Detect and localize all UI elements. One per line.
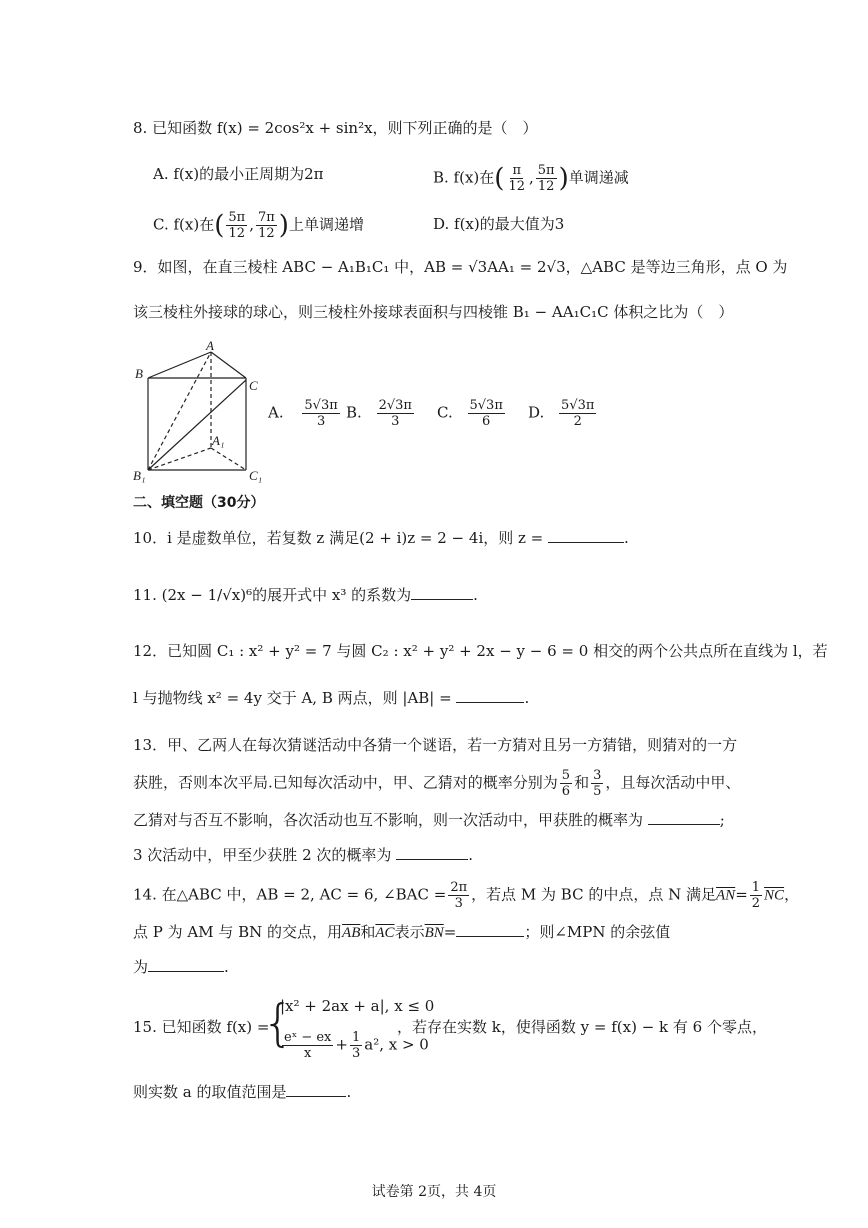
q10-answer-blank[interactable] <box>548 526 624 543</box>
q9-line1: 9．如图，在直三棱柱 ABC − A₁B₁C₁ 中，AB = √3AA₁ = 2√3，△ABC 是等边三角形，点 O 为 <box>133 258 788 276</box>
q13-line2: 获胜，否则本次平局.已知每次活动中，甲、乙猜对的概率分别为 $\frac{5}{6}$ 和 $\frac{3}{5}$ ，且每次活动中甲、 <box>133 768 741 799</box>
q9-line2: 该三棱柱外接球的球心，则三棱柱外接球表面积与四棱锥 B₁ − AA₁C₁C 体积之比为（ ） <box>133 303 734 321</box>
label-A: A <box>206 340 214 353</box>
q13-answer-blank-1[interactable] <box>648 808 720 825</box>
q15-answer-blank[interactable] <box>286 1080 346 1097</box>
q8-option-b: B. f(x)在( $\frac{\pi}{12}$ , $\frac{5\pi}{12}$ )单调递减 <box>433 163 629 194</box>
page-footer: 试卷第 2页，共 4页 <box>371 1184 497 1200</box>
q8-b-pre: B. f(x)在 <box>433 168 495 187</box>
q10: 10．i 是虚数单位，若复数 z 满足(2 + i)z = 2 − 4i，则 z = . <box>133 526 629 549</box>
q14-line1: 14. 在△ABC 中，AB = 2, AC = 6, ∠BAC = $\frac{2\pi}{3}$ ，若点 M 为 BC 的中点，点 N 满足$\overline{AN}=$ $\frac{1}{2}$ $\overline{NC}$， <box>133 880 800 911</box>
q8-stem: 8. 已知函数 f(x) = 2cos²x + sin²x，则下列正确的是（ ） <box>133 119 538 137</box>
label-A1: A₁ <box>212 433 225 448</box>
label-B1: B₁ <box>133 468 146 483</box>
q15-post: ，若存在实数 k，使得函数 y = f(x) − k 有 6 个零点， <box>397 1018 767 1036</box>
q8-c-left: $\frac{5\pi}{12}$ <box>228 210 246 241</box>
q13-line3: 乙猜对与否互不影响，各次活动也互不影响，则一次活动中，甲获胜的概率为 ; <box>133 808 725 831</box>
q14-line3: 为 . <box>133 955 229 978</box>
q11-answer-blank[interactable] <box>411 583 473 600</box>
q15-case1: |x² + 2ax + a|, x ≤ 0 <box>280 997 435 1015</box>
q14-line2: 点 P 为 AM 与 BN 的交点，用$\overline{AB}$和$\overline{AC}$表示$\overline{BN}=$ ；则∠MPN 的余弦值 <box>133 920 670 944</box>
q11-expression: (2x − 1/√x)⁶ <box>161 586 253 604</box>
q13-line1: 13．甲、乙两人在每次猜谜活动中各猜一个谜语，若一方猜对且另一方猜错，则猜对的一方 <box>133 736 738 754</box>
q15-brace: { <box>262 994 294 1052</box>
q8-option-d: D. f(x)的最大值为3 <box>433 215 565 233</box>
q14-answer-blank-1[interactable] <box>456 920 524 937</box>
q8-b-post: 单调递减 <box>568 168 629 187</box>
q8-b-left: $\frac{\pi}{12}$ <box>508 163 525 194</box>
q9-option-a: A. $\frac{5√3\pi}{3}$ <box>268 398 338 429</box>
label-B: B <box>135 366 143 381</box>
q14-answer-blank-2[interactable] <box>148 955 224 972</box>
label-C1: C₁ <box>249 468 263 483</box>
q9-option-b: B. $\frac{2√3\pi}{3}$ <box>346 398 412 429</box>
q11: 11. (2x − 1/√x)⁶的展开式中 x³ 的系数为 . <box>133 583 478 606</box>
q12-line1: 12．已知圆 C₁ : x² + y² = 7 与圆 C₂ : x² + y² + 2x − y − 6 = 0 相交的两个公共点所在直线为 l，若 <box>133 642 828 660</box>
q15-case2: $\frac{\text{eˣ − ex}}{x}$ + $\frac{1}{3}$ a², x > 0 <box>284 1030 429 1061</box>
q9-option-d: D. $\frac{5√3\pi}{2}$ <box>528 398 595 429</box>
q12-answer-blank[interactable] <box>456 686 524 703</box>
q8-c-right: $\frac{7\pi}{12}$ <box>257 210 275 241</box>
q15-pre: 15. 已知函数 f(x) = <box>133 1018 270 1036</box>
q8-c-post: 上单调递增 <box>288 215 364 234</box>
prism-figure <box>128 340 268 485</box>
q8-c-pre: C. f(x)在 <box>153 215 215 234</box>
q13-line4: 3 次活动中，甲至少获胜 2 次的概率为 . <box>133 843 473 866</box>
q8-option-c: C. f(x)在( $\frac{5\pi}{12}$ , $\frac{7\pi}{12}$ )上单调递增 <box>153 210 364 241</box>
q8-b-right: $\frac{5\pi}{12}$ <box>537 163 555 194</box>
q9-option-c: C. $\frac{5√3\pi}{6}$ <box>437 398 503 429</box>
q12-line2: l 与抛物线 x² = 4y 交于 A, B 两点，则 |AB| = . <box>133 686 529 709</box>
q15-line2: 则实数 a 的取值范围是 . <box>133 1080 351 1103</box>
q13-answer-blank-2[interactable] <box>396 843 468 860</box>
label-C: C <box>249 378 258 393</box>
q8-option-a: A. f(x)的最小正周期为2π <box>153 165 324 183</box>
section-heading: 二、填空题（30分） <box>133 495 265 511</box>
